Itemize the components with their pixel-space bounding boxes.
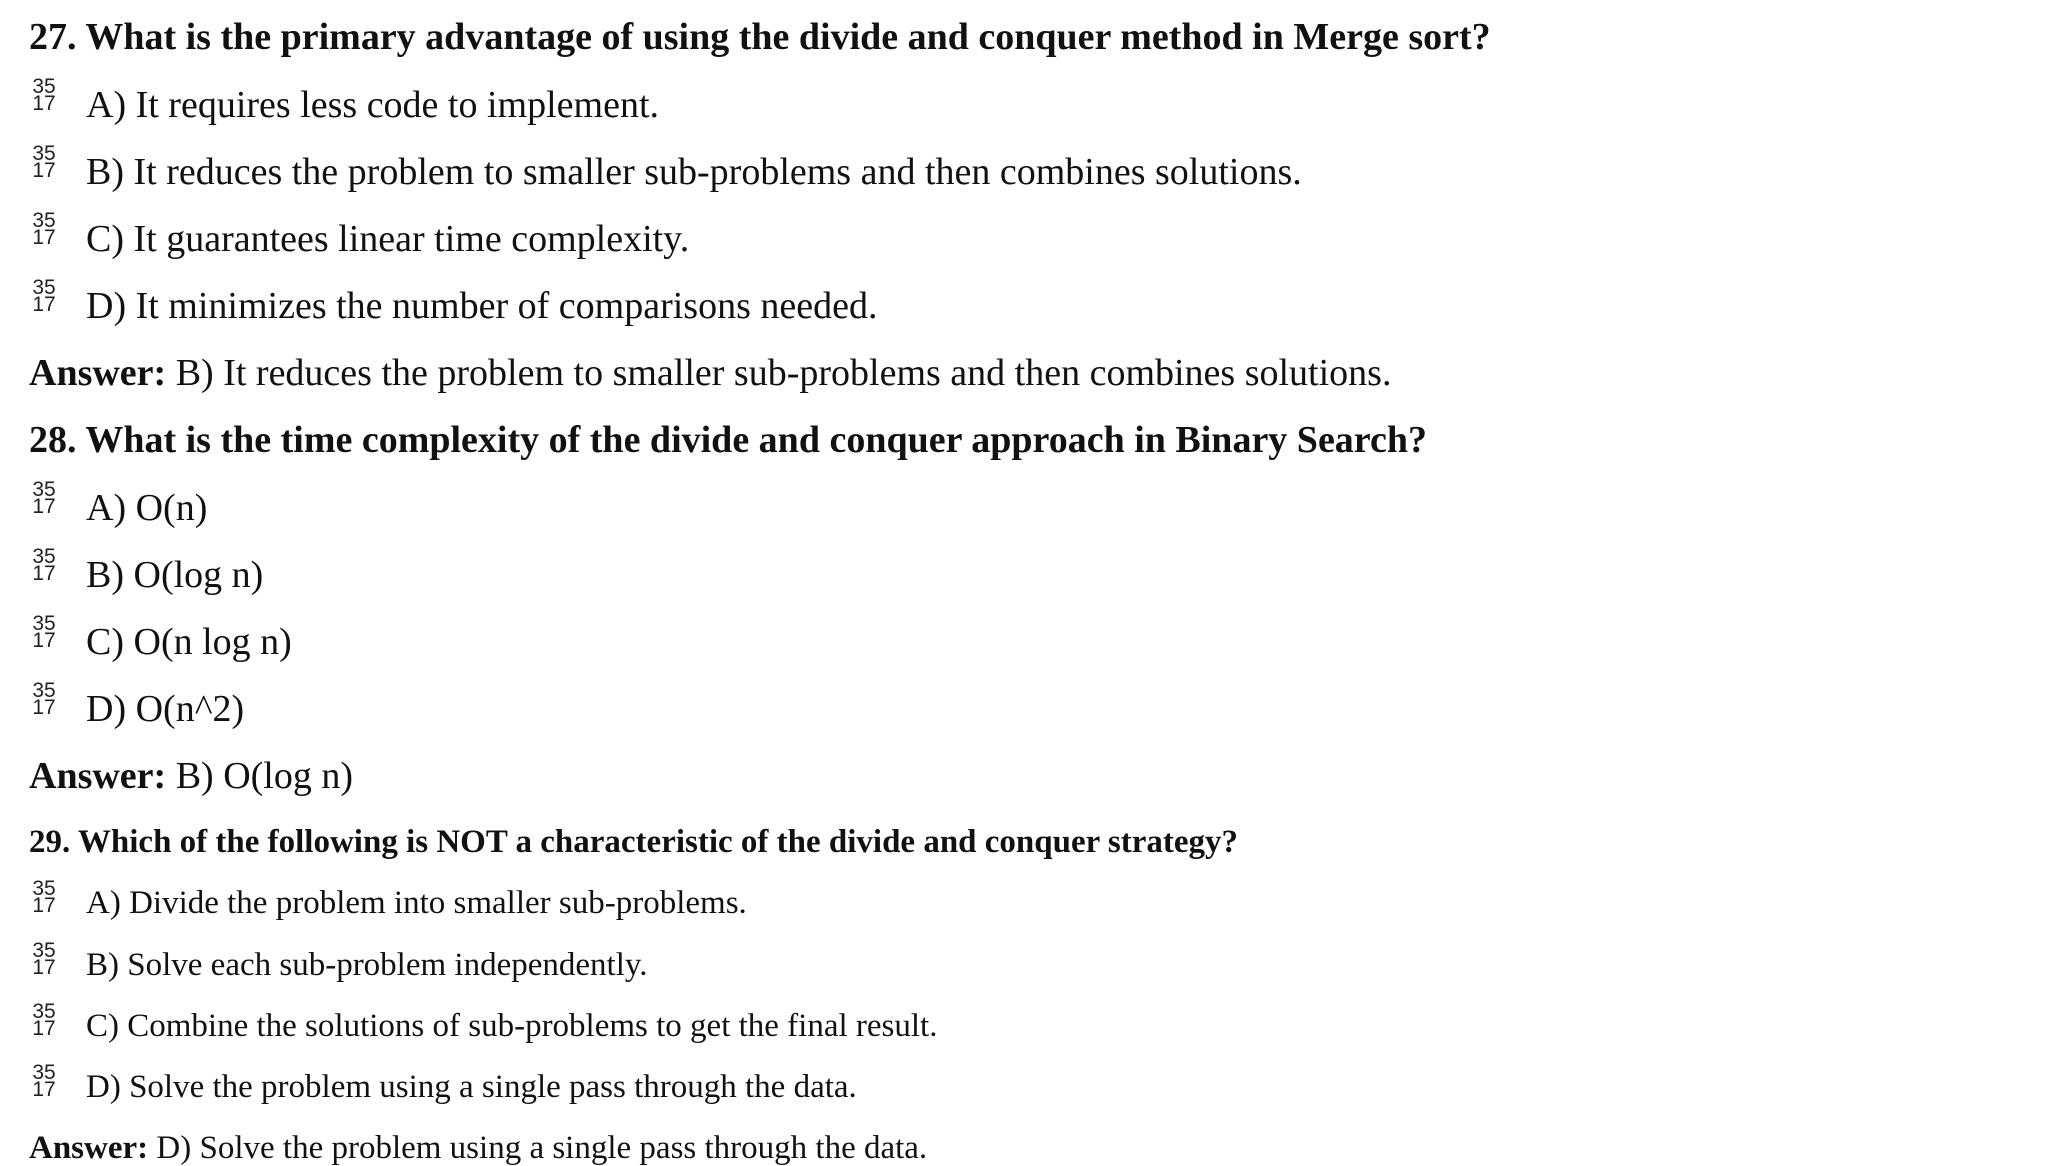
option-bullet-icon: 35 17: [32, 939, 56, 979]
answer-text: D) Solve the problem using a single pass through the data.: [148, 1130, 928, 1166]
question-27-title: 27. What is the primary advantage of using the divide and conquer method in Merge sort?: [29, 16, 1491, 58]
option-text: D) Solve the problem using a single pass through the data.: [86, 1069, 857, 1105]
option-bullet-icon: 35 17: [32, 877, 56, 917]
answer-text: B) O(log n): [166, 755, 354, 797]
option-text: B) O(log n): [86, 554, 264, 596]
option-bullet-icon: 35 17: [32, 75, 56, 115]
option-text: C) O(n log n): [86, 621, 292, 663]
option-bullet-icon: 35 17: [32, 142, 56, 182]
answer-text: B) It reduces the problem to smaller sub-problems and then combines solutions.: [166, 352, 1392, 394]
question-28-title: 28. What is the time complexity of the divide and conquer approach in Binary Search?: [29, 419, 1427, 461]
option-bullet-icon: 35 17: [32, 1061, 56, 1101]
question-27-answer: [29, 354, 1391, 392]
answer-label: Answer:: [29, 352, 167, 394]
option-bullet-icon: 35 17: [32, 1000, 56, 1040]
answer-label: Answer:: [29, 755, 167, 797]
option-text: C) Combine the solutions of sub-problems to get the final result.: [86, 1008, 938, 1044]
option-bullet-icon: 35 17: [32, 276, 56, 316]
option-text: D) O(n^2): [86, 688, 245, 730]
question-28-answer: [29, 757, 353, 795]
option-bullet-icon: 35 17: [32, 612, 56, 652]
option-text: B) Solve each sub-problem independently.: [86, 947, 648, 983]
option-bullet-icon: 35 17: [32, 679, 56, 719]
option-text: D) It minimizes the number of comparisons needed.: [86, 285, 878, 327]
option-bullet-icon: 35 17: [32, 209, 56, 249]
option-text: B) It reduces the problem to smaller sub-problems and then combines solutions.: [86, 151, 1302, 193]
question-29-answer: [29, 1132, 927, 1165]
option-text: C) It guarantees linear time complexity.: [86, 218, 690, 260]
option-bullet-icon: 35 17: [32, 478, 56, 518]
question-29-title: 29. Which of the following is NOT a characteristic of the divide and conquer strategy?: [29, 824, 1239, 860]
answer-label: Answer:: [29, 1130, 149, 1166]
option-text: A) O(n): [86, 487, 208, 529]
option-text: A) It requires less code to implement.: [86, 84, 660, 126]
option-text: A) Divide the problem into smaller sub-problems.: [86, 885, 747, 921]
option-bullet-icon: 35 17: [32, 545, 56, 585]
